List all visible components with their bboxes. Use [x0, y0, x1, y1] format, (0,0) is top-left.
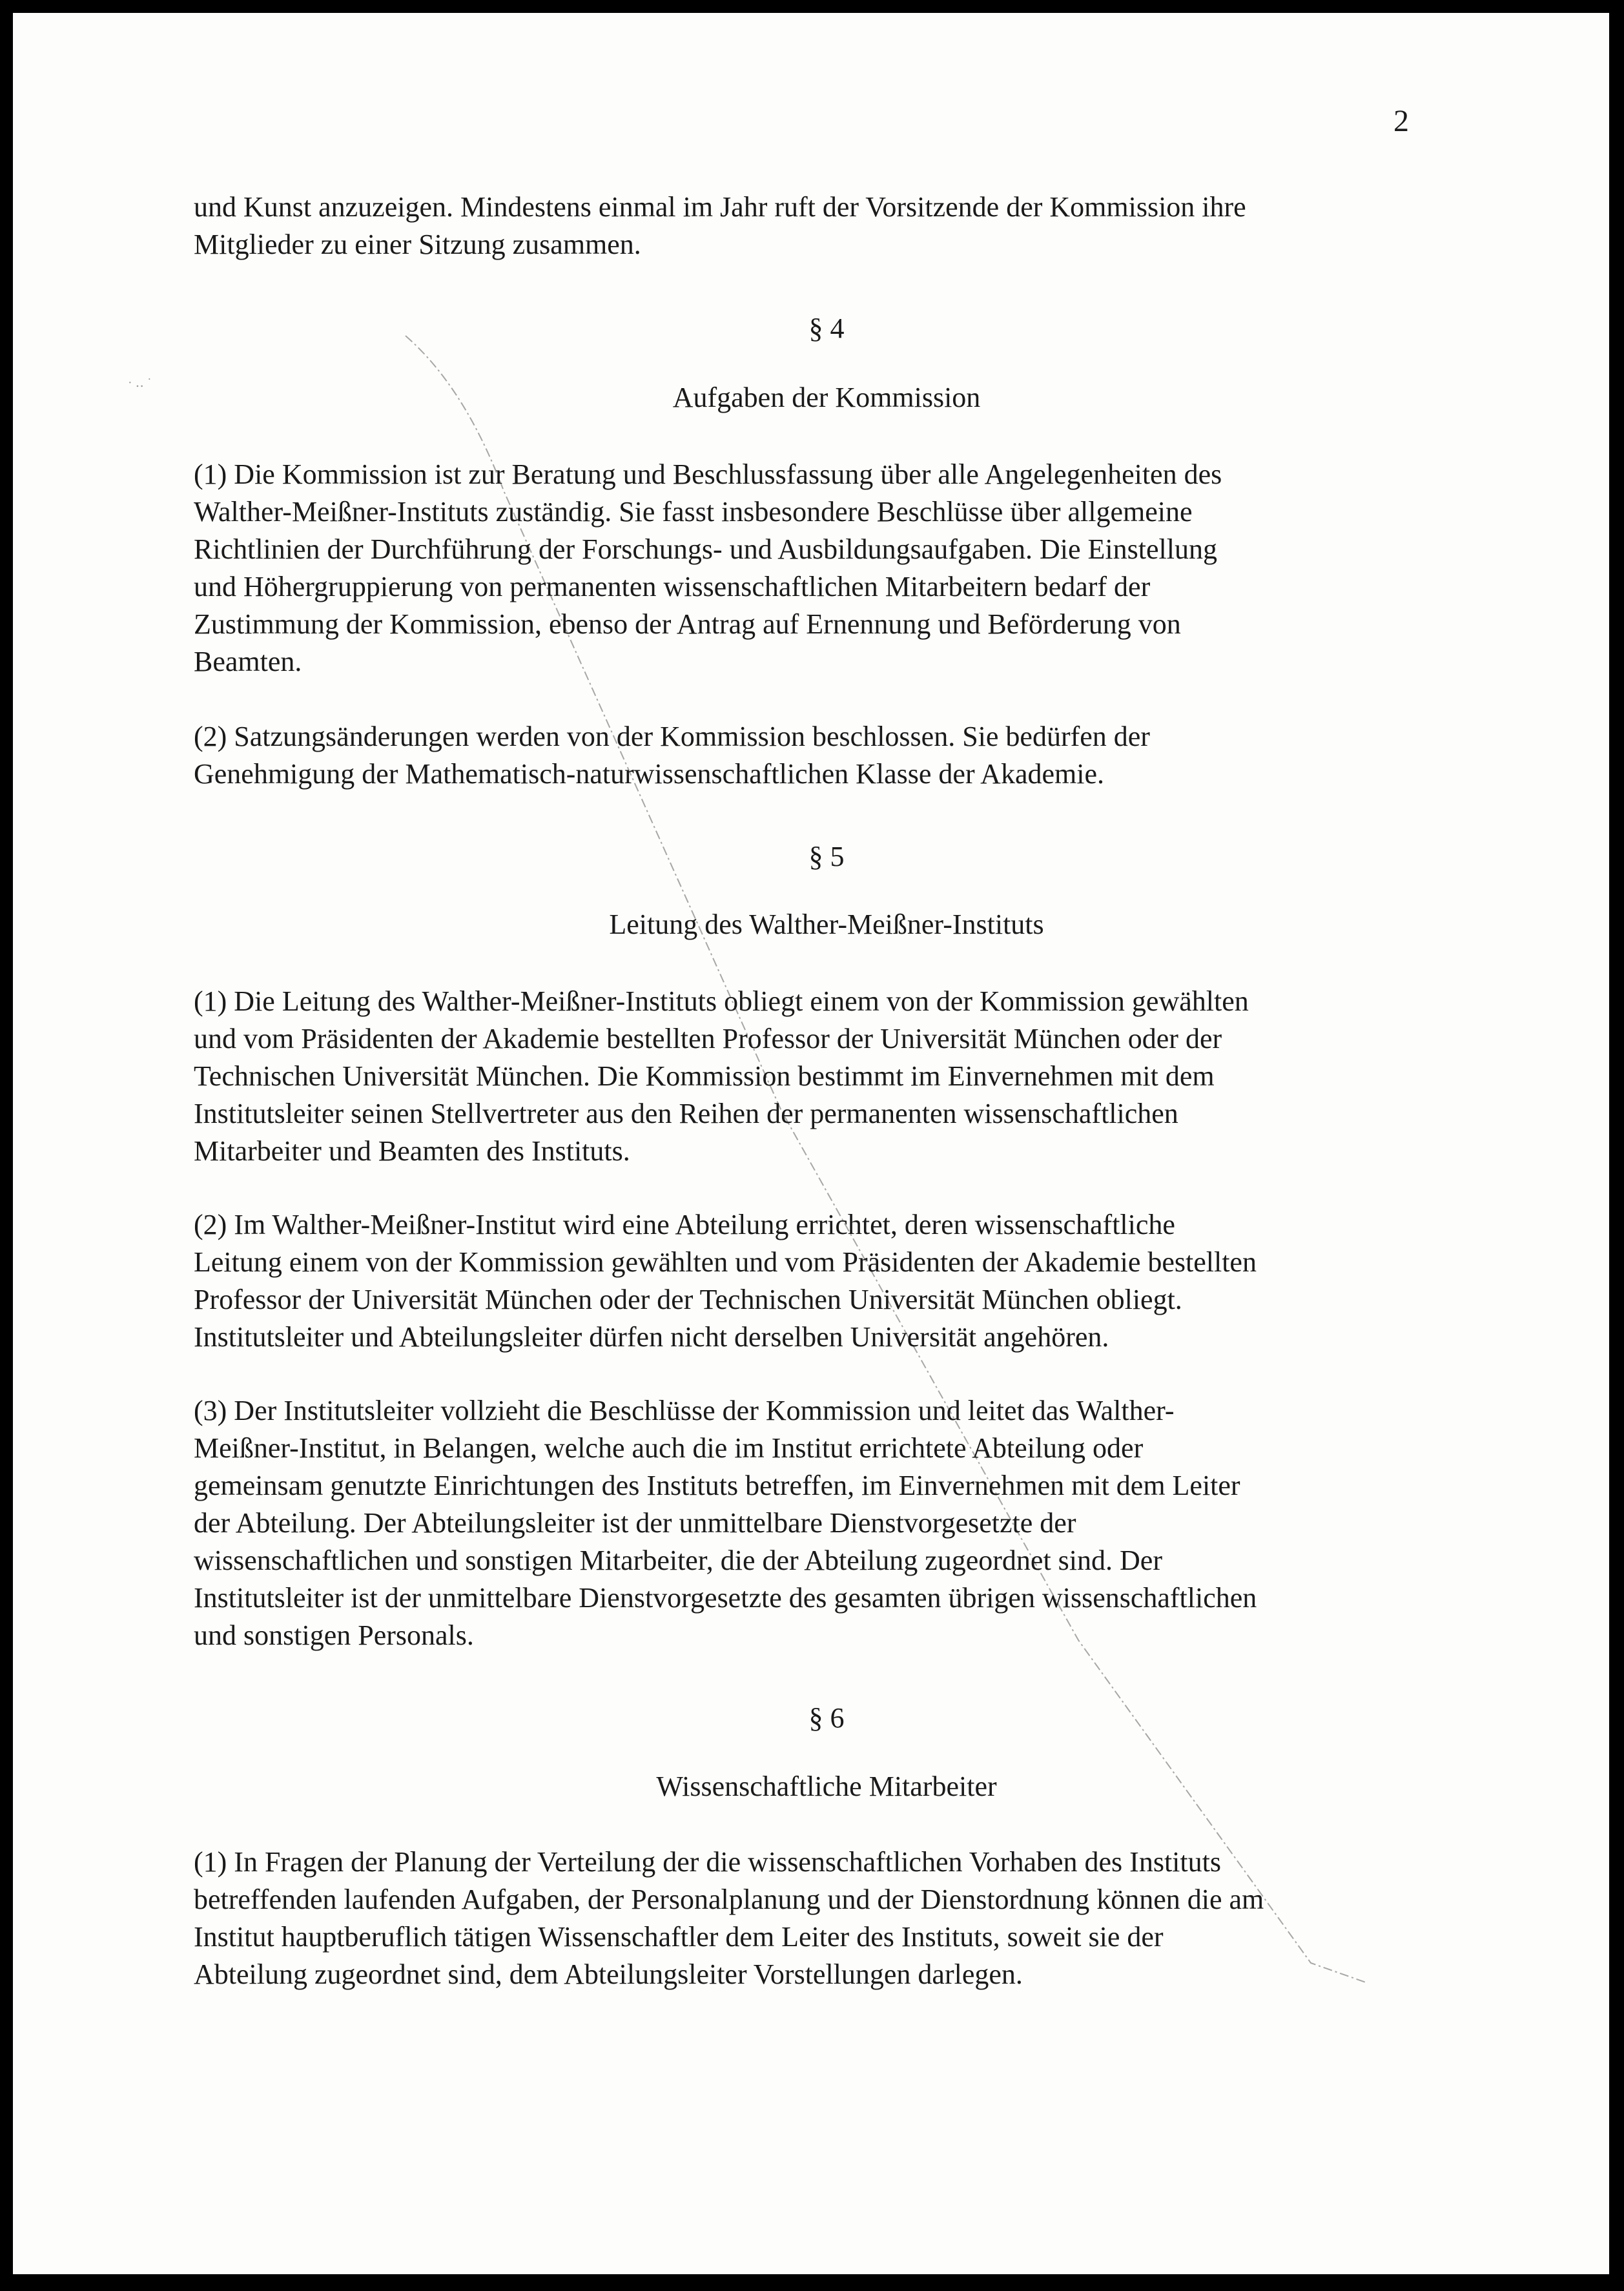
section-symbol: § 5 — [808, 841, 845, 872]
section-title: Aufgaben der Kommission — [672, 382, 981, 413]
text-line: betreffenden laufenden Aufgaben, der Personalplanung und der Dienstordnung können die am — [194, 1884, 1264, 1915]
text-line: wissenschaftlichen und sonstigen Mitarbeiter, die der Abteilung zugeordnet sind. Der — [194, 1545, 1162, 1576]
text-line: und Höhergruppierung von permanenten wissenschaftlichen Mitarbeitern bedarf der — [194, 571, 1151, 602]
text-line: Beamten. — [194, 646, 302, 677]
section-title: Wissenschaftliche Mitarbeiter — [656, 1771, 997, 1802]
text-line: Mitglieder zu einer Sitzung zusammen. — [194, 229, 641, 260]
text-line: und Kunst anzuzeigen. Mindestens einmal im Jahr ruft der Vorsitzende der Kommission ihre — [194, 191, 1246, 223]
text-line: Leitung einem von der Kommission gewählten und vom Präsidenten der Akademie bestellten — [194, 1246, 1257, 1278]
text-line: und sonstigen Personals. — [194, 1619, 474, 1651]
text-line: Abteilung zugeordnet sind, dem Abteilungsleiter Vorstellungen darlegen. — [194, 1958, 1023, 1990]
text-line: Institutsleiter seinen Stellvertreter aus den Reihen der permanenten wissenschaftlichen — [194, 1098, 1178, 1129]
text-line: Institutsleiter und Abteilungsleiter dürfen nicht derselben Universität angehören. — [194, 1321, 1109, 1353]
text-line: Genehmigung der Mathematisch-naturwissenschaftlichen Klasse der Akademie. — [194, 758, 1104, 790]
text-line: Zustimmung der Kommission, ebenso der Antrag auf Ernennung und Beförderung von — [194, 608, 1181, 640]
scan-speck: · ‥ ˙ — [128, 376, 152, 390]
paragraph — [194, 1844, 1459, 1993]
section-symbol: § 6 — [808, 1702, 845, 1734]
text-line: (2) Satzungsänderungen werden von der Kommission beschlossen. Sie bedürfen der — [194, 721, 1150, 752]
paragraph — [194, 1392, 1459, 1654]
text-line: Institut hauptberuflich tätigen Wissenschaftler dem Leiter des Instituts, soweit sie der — [194, 1921, 1164, 1953]
page-number: 2 — [1393, 104, 1409, 138]
text-line: der Abteilung. Der Abteilungsleiter ist der unmittelbare Dienstvorgesetzte der — [194, 1507, 1076, 1539]
text-line: (3) Der Institutsleiter vollzieht die Beschlüsse der Kommission und leitet das Walther- — [194, 1395, 1175, 1426]
text-line: Technischen Universität München. Die Kommission bestimmt im Einvernehmen mit dem — [194, 1060, 1215, 1092]
paragraph — [194, 1206, 1459, 1356]
text-line: gemeinsam genutzte Einrichtungen des Instituts betreffen, im Einvernehmen mit dem Leiter — [194, 1470, 1240, 1501]
text-line: (1) Die Kommission ist zur Beratung und Beschlussfassung über alle Angelegenheiten des — [194, 458, 1222, 490]
text-line: und vom Präsidenten der Akademie bestellten Professor der Universität München oder der — [194, 1023, 1222, 1054]
paragraph — [194, 983, 1459, 1170]
paragraph — [194, 456, 1459, 681]
document-page — [13, 13, 1609, 2274]
text-line: (1) In Fragen der Planung der Verteilung der die wissenschaftlichen Vorhaben des Instituts — [194, 1846, 1221, 1878]
text-line: (2) Im Walther-Meißner-Institut wird eine Abteilung errichtet, deren wissenschaftliche — [194, 1209, 1175, 1240]
text-line: Mitarbeiter und Beamten des Instituts. — [194, 1135, 630, 1167]
paragraph — [194, 718, 1459, 793]
intro-paragraph — [194, 189, 1459, 263]
text-line: Professor der Universität München oder der Technischen Universität München obliegt. — [194, 1284, 1182, 1315]
text-line: Richtlinien der Durchführung der Forschungs- und Ausbildungsaufgaben. Die Einstellung — [194, 533, 1217, 565]
section-title: Leitung des Walther-Meißner-Instituts — [609, 909, 1044, 940]
text-line: Institutsleiter ist der unmittelbare Dienstvorgesetzte des gesamten übrigen wissenschaftlichen — [194, 1582, 1257, 1614]
text-line: Walther-Meißner-Instituts zuständig. Sie fasst insbesondere Beschlüsse über allgemeine — [194, 496, 1193, 528]
section-symbol: § 4 — [808, 313, 845, 344]
text-line: Meißner-Institut, in Belangen, welche auch die im Institut errichtete Abteilung oder — [194, 1432, 1144, 1464]
text-line: (1) Die Leitung des Walther-Meißner-Instituts obliegt einem von der Kommission gewählten — [194, 985, 1249, 1017]
